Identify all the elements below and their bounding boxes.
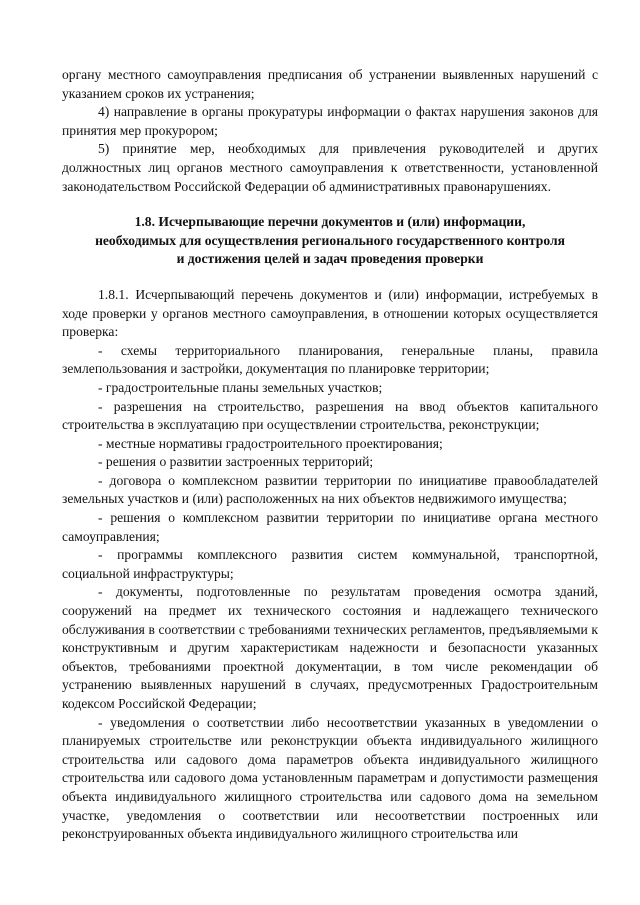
list-item: - градостроительные планы земельных участков; [98,379,383,395]
list-item: - решения о развитии застроенных территорий; [98,454,374,470]
section-heading [62,213,598,269]
heading-line-2: необходимых для осуществления регионального государственного контроля [95,232,565,248]
intro-paragraph-3: 5) принятие мер, необходимых для привлечения руководителей и других должностных лиц органов местного самоуправления к ответственности, установленной законодательством Российской Федерации об административных правонарушениях. [62,141,598,194]
list-item: - договора о комплексном развитии территории по инициативе правообладателей земельных участков и (или) расположенных на них объектов недвижимого имущества; [62,472,598,507]
list-item: - решения о комплексном развитии территории по инициативе органа местного самоуправления; [62,510,598,544]
intro-paragraph-1: органу местного самоуправления предписания об устранении выявленных нарушений с указанием сроков их устранения; [62,67,598,101]
list-item: - схемы территориального планирования, генеральные планы, правила землепользования и застройки, документация по планировке территории; [62,342,598,377]
document-page [62,66,598,844]
heading-line-1: 1.8. Исчерпывающие перечни документов и (или) информации, [134,214,526,230]
list-item: - документы, подготовленные по результатам проведения осмотра зданий, сооружений на предмет их технического состояния и надлежащего технического обслуживания в соответствии с требованиями технических регламентов, предъявляемыми к конструктивным и другим характеристикам надежности и безопасности указанных объектов, требованиями проектной документации, в том числе рекомендации об устранению выявленных нарушений в случаях, предусмотренных Градостроительным кодексом Российской Федерации; [62,584,598,711]
list-item: - местные нормативы градостроительного проектирования; [98,435,443,451]
intro-paragraph-2: 4) направление в органы прокуратуры информации о фактах нарушения законов для принятия мер прокурором; [62,104,598,138]
list-item: - программы комплексного развития систем коммунальной, транспортной, социальной инфраструктуры; [62,547,598,581]
heading-line-3: и достижения целей и задач проведения проверки [176,251,484,267]
list-item: - разрешения на строительство, разрешения на ввод объектов капитального строительства в эксплуатацию при осуществлении строительства, реконструкции; [62,398,598,433]
section-lead-paragraph: 1.8.1. Исчерпывающий перечень документов и (или) информации, истребуемых в ходе проверки у органов местного самоуправления, в отношении которых осуществляется проверка: [62,286,598,340]
list-item: - уведомления о соответствии либо несоответствии указанных в уведомлении о планируемых строительстве или реконструкции объекта индивидуального жилищного строительства или садового дома параметров объекта индивидуального жилищного строительства или садового дома установленным параметрам и допустимости размещения объекта индивидуального жилищного строительства или садового дома на земельном участке, уведомления о соответствии или несоответствии построенных или реконструированных объекта индивидуального жилищного строительства или [62,714,598,842]
